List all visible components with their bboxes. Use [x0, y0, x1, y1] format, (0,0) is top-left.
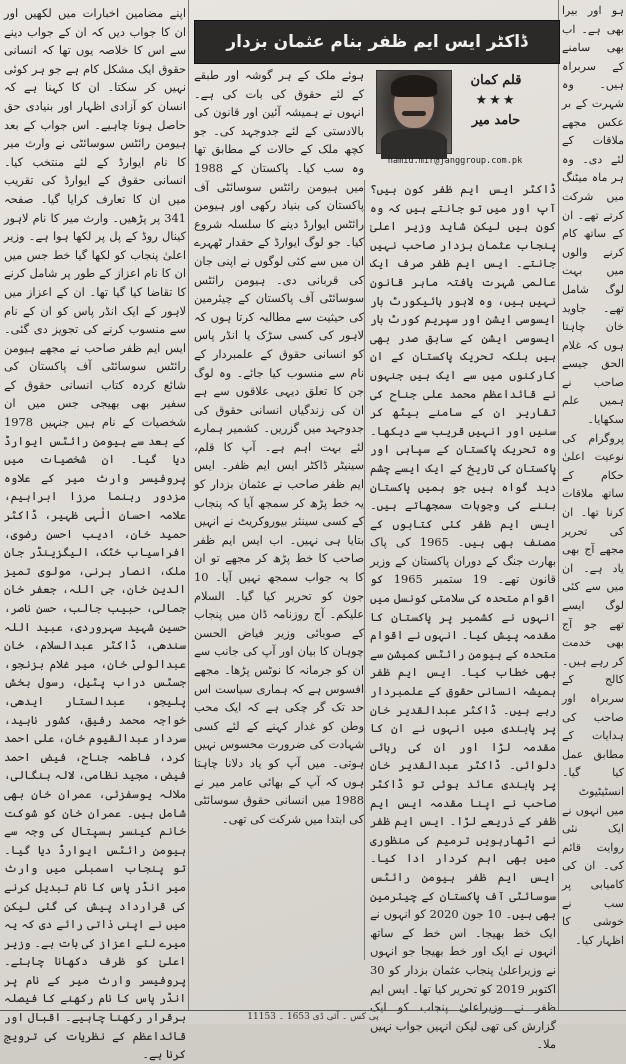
column-rule — [364, 180, 365, 960]
page-footer: پی کس ۔ آئی ڈی 1653 ۔ 11153 — [0, 1010, 626, 1025]
article-column-text: اپنے مضامین اخبارات میں لکھیں اور ان کا جواب دیں کہ ان کے جواب دینے سے اس کا خلاصہ یوں تھا کہ انسانی حقوق ایک مشکل کام ہے جو ہر کوئی نہیں کر سکتا۔ ان کا کہنا ہے کہ انسان کو آزادی اظہار اور بنیادی حق حاصل ہونا چاہیے۔ اس جواب کے بعد ہیومن رائٹس سوسائٹی نے وارث میر کا نام ایوارڈ کے لئے منتخب کیا۔ انسانی حقوق کے ایوارڈ کی تقریب میں ان کا تعارف کرایا گیا۔ صفحہ 341 پر پڑھیں۔ وارث میر کا نام لاہور کینال روڈ کے پل پر لکھا ہوا ہے۔ وزیر اعلیٰ پنجاب کو لکھا گیا خط جس میں ان کا نام اعزاز کے طور پر شامل کرنے کا تقاضا کیا گیا تھا۔ ان کے اعزاز میں لاہور کے ایک انڈر پاس کو ان کے نام سے منسوب کرنے کی تجویز دی گئی۔ ایس ایم ظفر صاحب نے مجھے ہیومن رائٹس سوسائٹی آف پاکستان کی شائع کردہ کتاب انسانی حقوق کے سفیر بھی بھیجی جس میں ان شخصیات کے نام ہیں جنہیں 1978 کے بعد سے ہیومن رائٹس ایوارڈ دیا گیا۔ ان شخصیات میں پروفیسر وارث میر کے علاوہ مزدور رہنما مرزا ابراہیم، علامہ احسان الٰہی ظہیر، ڈاکٹر حمید خان، ادیب احسن رضوی، افراسیاب خٹک، الیگزینڈر جان ملک، انصار برنی، مولوی تمیز الدین خان، جی اللہ، جعفر خان جمالی، حبیب جالب، حسن ناصر، حسین شہید سہروردی، عبید اللہ سندھی، ڈاکٹر عبدالسلام، خان عبدالولی خان، میر غلام بزنجو، جسٹس دراب پٹیل، رسول بخش پلیجو، عبدالستار ایدھی، خواجہ محمد رفیق، کشور ناہید، سردار عبدالقیوم خان، علی احمد کرد، فاطمہ جناح، فیض احمد فیض، مجید نظامی، لالہ بنگالی، ملالہ یوسفزئی، عمران خان بھی شامل ہیں۔ عمران خان کو شوکت خانم کینسر ہسپتال کی وجہ سے ہیومن رائٹس ایوارڈ دیا گیا۔ تو پنجاب اسمبلی میں وارث میر انڈر پاس کا نام تبدیل کرنے کی قرارداد پیش کی گئی لیکن میں نے اپنی ذاتی رائے دی کہ یہ میرے لئے اعزاز کی بات ہے۔ وزیر اعلیٰ کو ظرف دکھانا چاہئے۔ پروفیسر وارث میر کے نام پر انڈر پاس کا نام رکھنے کا فیصلہ برقرار رکھنا چاہیے۔ اقبال اور قائداعظم کے نظریات کی ترویج کرنا ہے۔ — [4, 6, 186, 1062]
byline — [456, 70, 536, 132]
author-email: hamid.mir@janggroup.com.pk — [387, 156, 523, 166]
far-right-column — [562, 2, 624, 1008]
article-column-text: ہوئے ملک کے ہر گوشہ اور طبقے کے لئے حقوق کی بات کی ہے۔ انہوں نے ہمیشہ آئین اور قانون کی بالادستی کے لئے جدوجہد کی۔ جو کچھ ملک کے حالات کے مطابق تھا وہ سب کیا۔ پاکستان کے 1988 میں ہیومن رائٹس سوسائٹی آف پاکستان کی بنیاد رکھی اور ہیومن رائٹس ایوارڈ دینے کا سلسلہ شروع کیا۔ جو لوگ ایوارڈ کے حقدار ٹھہرے ان میں سے کئی لوگوں نے اپنی جان کی قربانی دی۔ ہیومن رائٹس سوسائٹی آف پاکستان کے چیئرمین کی حیثیت سے مطالبہ کرتا ہوں کہ لاہور کی کسی سڑک یا انڈر پاس کو انسانی حقوق کے علمبردار کے نام سے منسوب کیا جائے۔ وہ لوگ جن کا تعلق دیہی علاقوں سے ہے ان کی زندگیاں انسانی حقوق کی جدوجہد میں گزریں۔ کشمیر ہمارے لئے بہت اہم ہے۔ آپ کا قلم، سینیٹر ڈاکٹر ایس ایم ظفر۔ ایس ایم ظفر صاحب نے عثمان بزدار کو یہ خط پڑھ کر سمجھ آیا کہ پنجاب کے کسی سینئر بیوروکریٹ نے انہیں بتایا ہی نہیں۔ اب ایس ایم ظفر صاحب کا خط پڑھ کر مجھے تو ان کا یہ جواب سمجھ نہیں آیا۔ 10 جون کو تحریر کیا گیا۔ السلام علیکم۔ آج روزنامہ ڈان میں پنجاب کے صوبائی وزیر فیاض الحسن چوہان کا بیان اور آپ کی جانب سے ان کو جرمانہ کا نوٹس پڑھا۔ مجھے افسوس ہے کہ ہماری سیاست اس حد تک گر چکی ہے کہ ایک محب وطن کو غدار کہنے کے لئے کسی شہادت کی ضرورت محسوس نہیں ہوتی۔ میں آپ کو یاد دلانا چاہتا ہوں کہ آپ کے بھائی عامر میر نے 1988 میں انسانی حقوق سوسائٹی کی ابتدا میں شرکت کی تھی۔ — [194, 68, 364, 826]
article-column-text: ڈاکٹر ایس ایم ظفر کون ہیں؟ آپ اور میں تو جانتے ہیں کہ وہ کون ہیں لیکن شاید وزیر اعلیٰ پنجاب عثمان بزدار صاحب نہیں جانتے۔ ایس ایم ظفر صرف ایک عالمی شہرت یافتہ ماہر قانون نہیں ہیں، وہ لاہور ہائیکورٹ بار ایسوسی ایشن اور سپریم کورٹ بار ایسوسی ایشن کے سابق صدر بھی ہیں بلکہ تحریک پاکستان کے ان کارکنوں میں سے ایک ہیں جنہوں نے قائداعظم محمد علی جناح کی تقاریر ان کے سامنے بیٹھ کر سنیں اور انہیں قریب سے دیکھا۔ وہ تحریک پاکستان کے سپاہی اور پاکستان کی تاریخ کے ایک ایسے چشم دید گواہ ہیں جو ہمیں پاکستان بننے کی وجوہات سمجھاتے ہیں۔ ایس ایم ظفر کئی کتابوں کے مصنف بھی ہیں۔ 1965 کی پاک بھارت جنگ کے دوران پاکستان کے وزیر قانون تھے۔ 19 ستمبر 1965 کو اقوام متحدہ کی سلامتی کونسل میں انہوں نے کشمیر پر پاکستان کا مقدمہ پیش کیا۔ انہوں نے اقوام متحدہ کے ہیومن رائٹس کمیشن سے بھی خطاب کیا۔ ایس ایم ظفر ہمیشہ انسانی حقوق کے علمبردار رہے ہیں۔ ڈاکٹر عبدالقدیر خان پر پابندی میں انہوں نے ان کا مقدمہ لڑا اور ان کی رہائی دلوائی۔ ڈاکٹر عبدالقدیر خان پر پابندی عائد ہوئی تو ڈاکٹر صاحب نے اپنا مقدمہ ایس ایم ظفر کے ذریعے لڑا۔ ایس ایم ظفر نے اٹھارہویں ترمیم کی منظوری میں بھی اہم کردار ادا کیا۔ ایس ایم ظفر ہیومن رائٹس سوسائٹی آف پاکستان کے چیئرمین بھی ہیں۔ 10 جون 2020 کو انہوں نے ایک خط بھیجا۔ اس خط کے ساتھ انہوں نے ایک اور خط بھیجا جو انہوں نے وزیراعلیٰ پنجاب عثمان بزدار کو 30 اکتوبر 2019 کو تحریر کیا تھا۔ ایس ایم ظفر نے وزیراعلیٰ پنجاب کو ایک گزارش کی تھی لیکن انہیں جواب نہیں ملا۔ — [370, 182, 557, 1052]
author-photo — [376, 70, 452, 154]
article-column-left-of-photo — [194, 66, 364, 1006]
author-name: حامد میر — [471, 113, 521, 128]
article-column-far-left — [4, 4, 186, 1062]
headline-band — [194, 20, 560, 64]
column-rule — [188, 0, 189, 1010]
article-column-main — [370, 180, 557, 1052]
headline: ڈاکٹر ایس ایم ظفر بنام عثمان بزدار — [226, 32, 528, 52]
far-right-column-text: ہو اور بیرا بھی ہے۔ اب بھی سامنے کے سربراہ ہیں۔ وہ شہرت کے بر عکس مجھے ملاقات کے لئے دی۔ وہ ہر ماہ میٹنگ میں شرکت کرتے تھے۔ ان کے ساتھ کام کرنے والوں میں بہت لوگ شامل تھے۔ جاوید خان چاہتا ہوں کہ غلام الحق جیسے صاحب نے ہمیں علم سکھایا۔ پروگرام کی نوعیت اعلیٰ حکام کے ساتھ ملاقات کرنا تھا۔ ان کی تحریر مجھے آج بھی یاد ہے۔ ان میں سے کئی لوگ ایسے تھے جو آج بھی خدمت کر رہے ہیں۔ کالج کے سربراہ اور صاحب کی ہدایات کے مطابق عمل کیا گیا۔ انسٹیٹیوٹ میں انہوں نے ایک نئی روایت قائم کی۔ ان کی کامیابی پر سب نے خوشی کا اظہار کیا۔ — [562, 4, 624, 947]
column-rule — [558, 0, 559, 1010]
column-section-name: قلم کمان — [470, 73, 522, 88]
stars-icon: ★★★ — [475, 93, 517, 108]
